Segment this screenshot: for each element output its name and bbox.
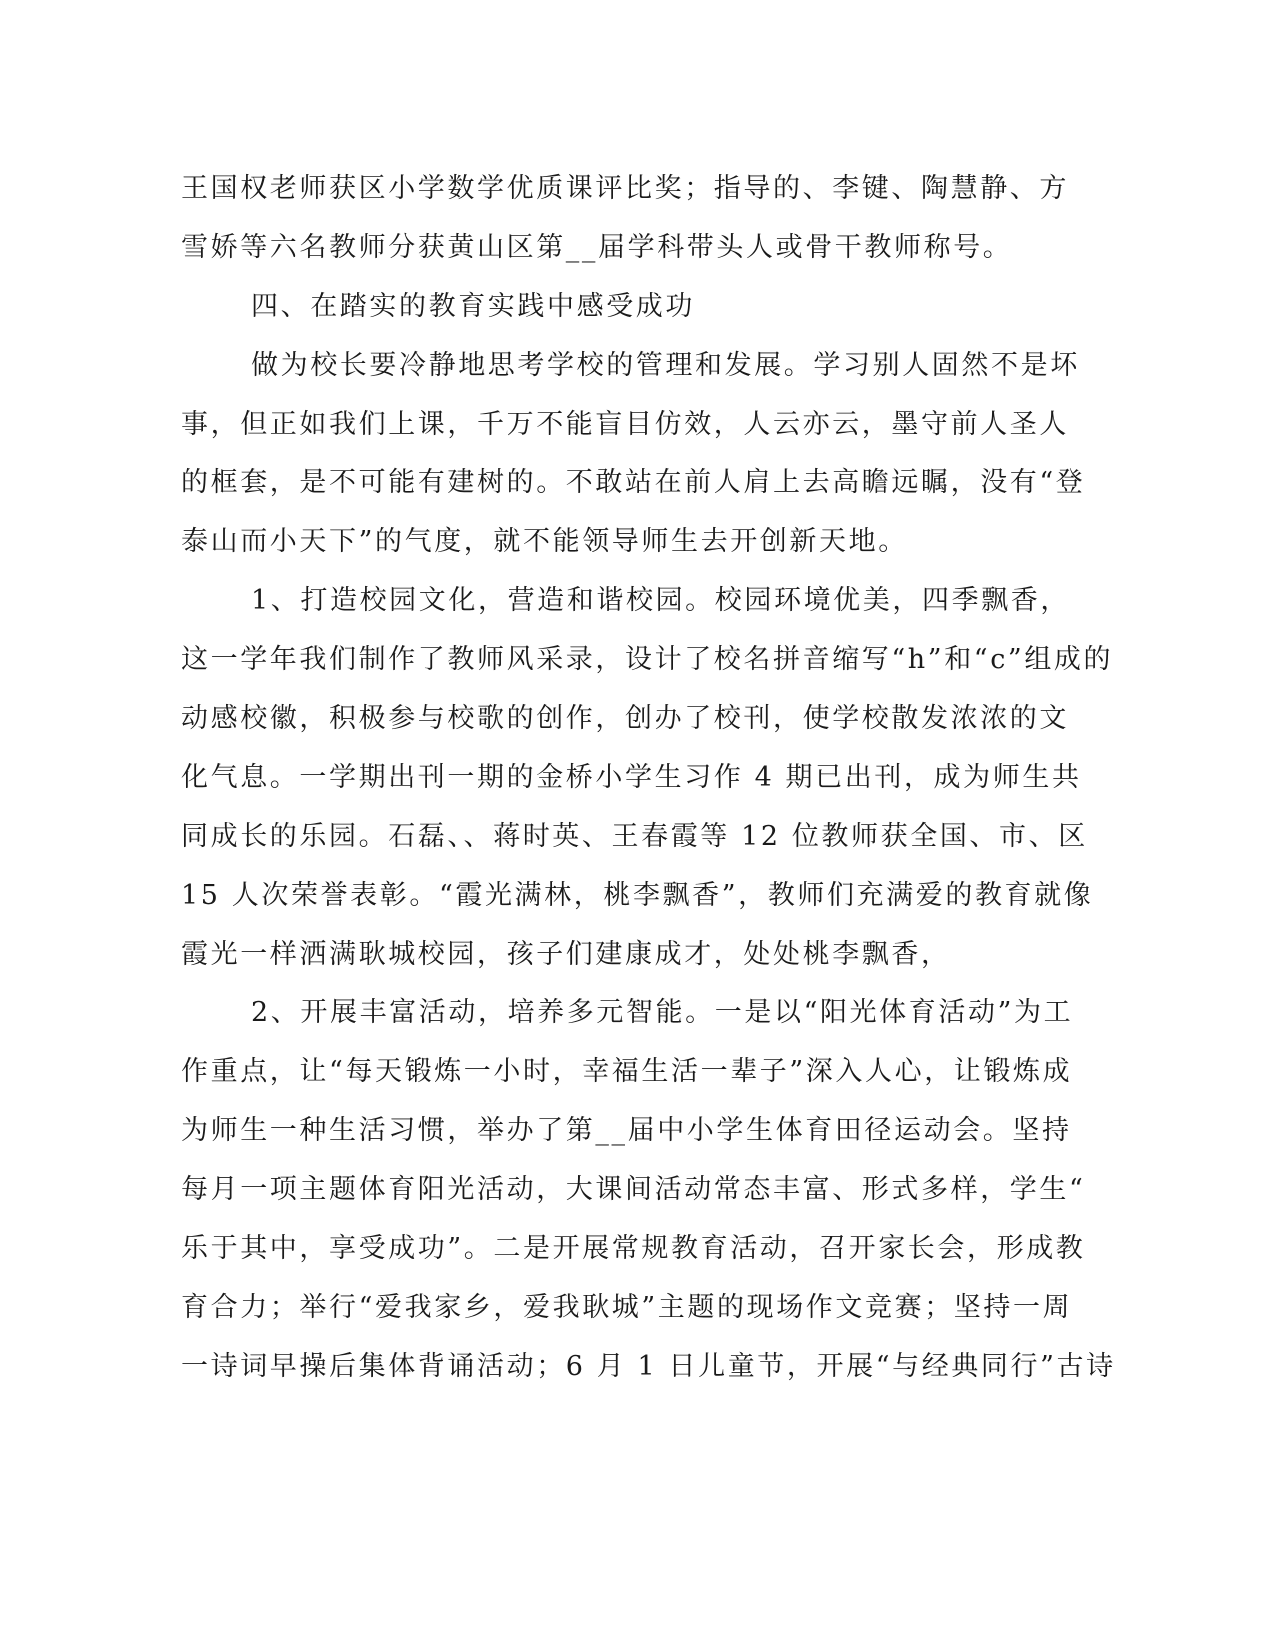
text-line: 2、开展丰富活动，培养多元智能。一是以“阳光体育活动”为工 xyxy=(251,997,1074,1029)
text-line: 1、打造校园文化，营造和谐校园。校园环境优美，四季飘香， xyxy=(251,585,1070,617)
text-line: 作重点，让“每天锻炼一小时，幸福生活一辈子”深入人心，让锻炼成 xyxy=(181,1056,1073,1088)
text-line: 的框套，是不可能有建树的。不敢站在前人肩上去高瞻远瞩，没有“登 xyxy=(181,467,1086,499)
text-line: 同成长的乐园。石磊、、蒋时英、王春霞等 12 位教师获全国、市、区 xyxy=(181,820,1088,852)
text-line: 霞光一样洒满耿城校园，孩子们建康成才，处处桃李飘香， xyxy=(181,938,951,970)
text-line: 乐于其中，享受成功”。二是开展常规教育活动，召开家长会，形成教 xyxy=(181,1233,1086,1265)
text-line: 做为校长要冷静地思考学校的管理和发展。学习别人固然不是坏 xyxy=(251,349,1080,381)
text-line: 王国权老师获区小学数学优质课评比奖；指导的、李键、陶慧静、方 xyxy=(181,173,1069,204)
text-line: 雪娇等六名教师分获黄山区第__届学科带头人或骨干教师称号。 xyxy=(181,231,1013,263)
text-line: 每月一项主题体育阳光活动，大课间活动常态丰富、形式多样，学生“ xyxy=(181,1174,1086,1206)
section-heading: 四、在踏实的教育实践中感受成功 xyxy=(251,290,695,322)
text-line: 一诗词早操后集体背诵活动；6 月 1 日儿童节，开展“与经典同行”古诗 xyxy=(181,1350,1116,1382)
text-line: 化气息。一学期出刊一期的金桥小学生习作 4 期已出刊，成为师生共 xyxy=(181,761,1082,793)
text-line: 这一学年我们制作了教师风采录，设计了校名拼音缩写“h”和“c”组成的 xyxy=(181,644,1114,676)
text-line: 育合力；举行“爱我家乡，爱我耿城”主题的现场作文竞赛；坚持一周 xyxy=(181,1291,1073,1323)
text-line: 15 人次荣誉表彰。“霞光满林，桃李飘香”，教师们充满爱的教育就像 xyxy=(181,879,1094,911)
text-line: 动感校徽，积极参与校歌的创作，创办了校刊，使学校散发浓浓的文 xyxy=(181,703,1069,735)
text-line: 泰山而小天下”的气度，就不能领导师生去开创新天地。 xyxy=(181,526,908,558)
text-line: 为师生一种生活习惯，举办了第__届中小学生体育田径运动会。坚持 xyxy=(181,1115,1072,1147)
document-body xyxy=(181,160,1116,1397)
text-line: 事，但正如我们上课，千万不能盲目仿效，人云亦云，墨守前人圣人 xyxy=(181,408,1069,440)
